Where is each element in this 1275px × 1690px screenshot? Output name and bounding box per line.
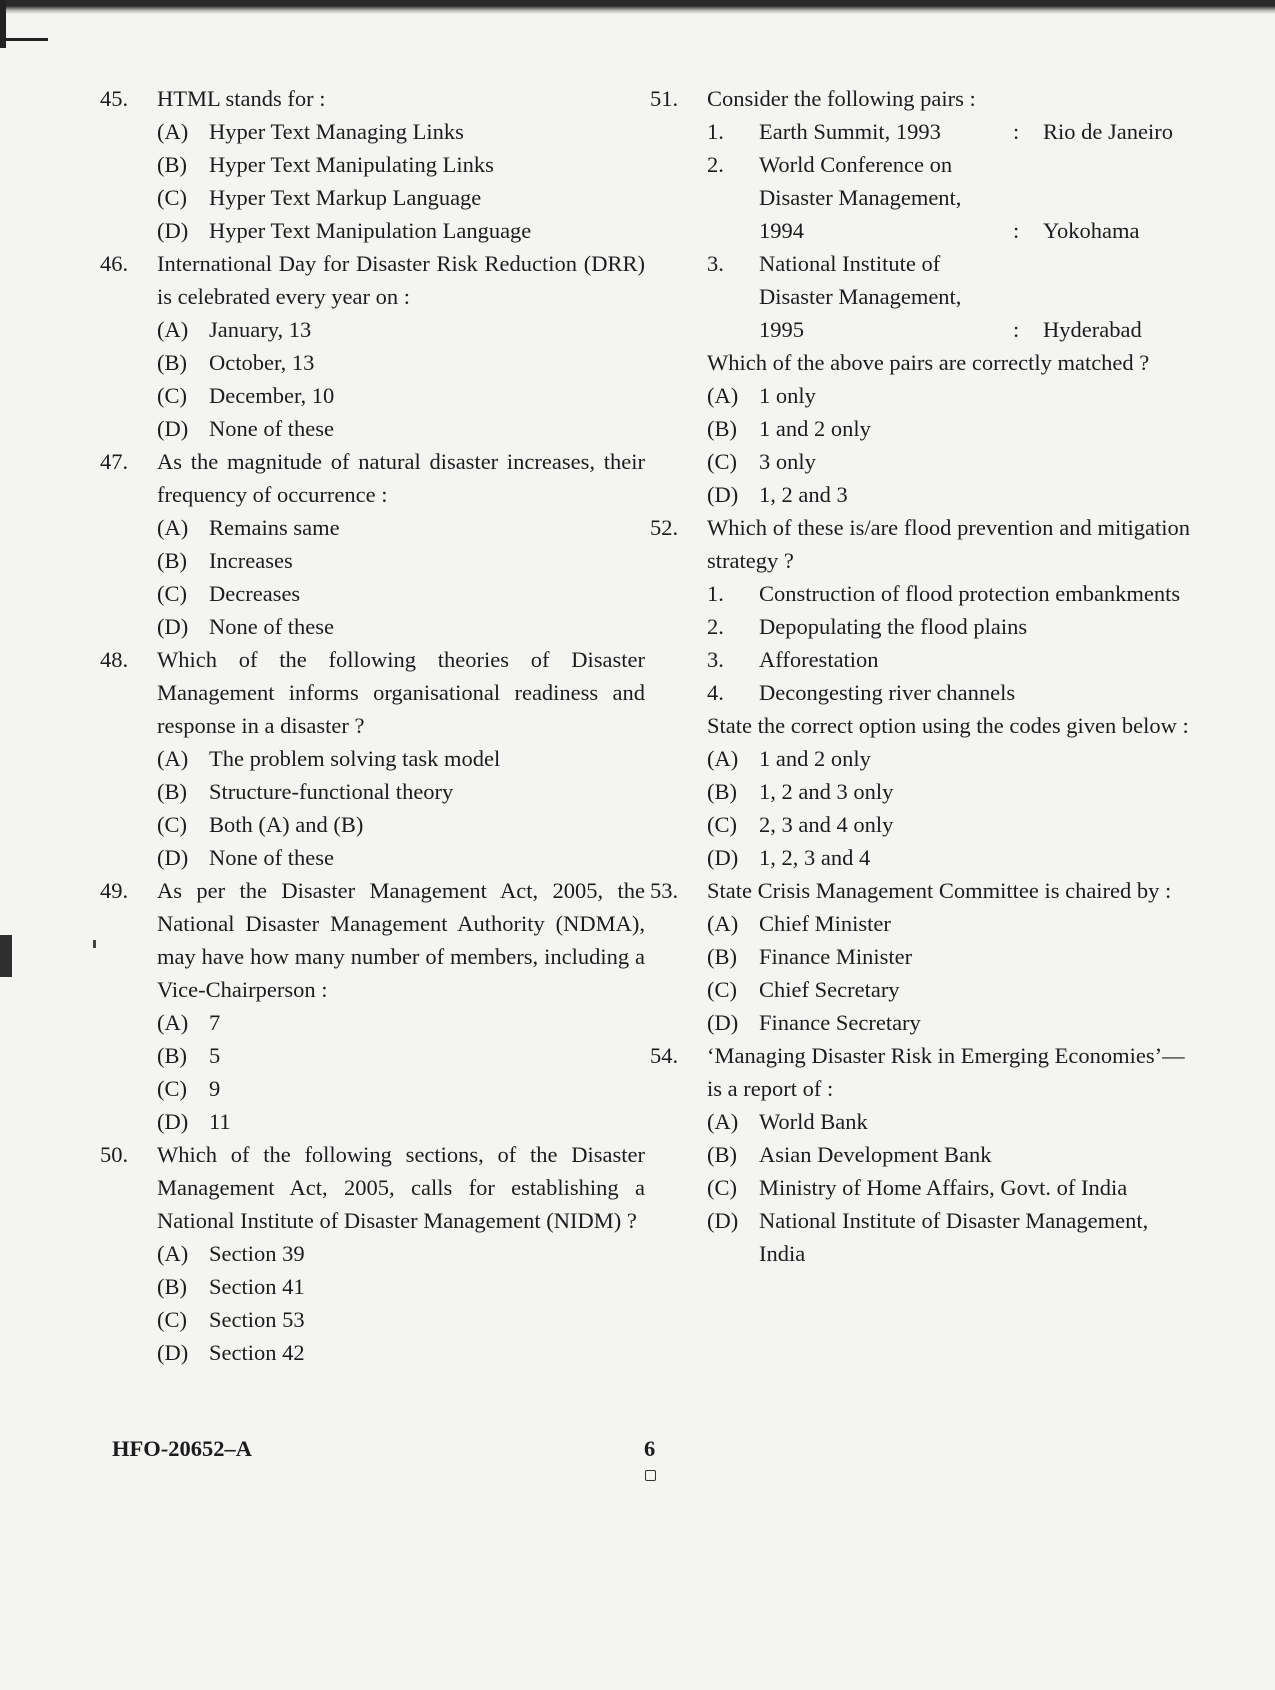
question-46 <box>100 247 645 445</box>
statement-text: Afforestation <box>759 647 879 672</box>
question-number: 45. <box>100 86 129 111</box>
option-d <box>157 610 645 643</box>
page-number: 6 <box>644 1436 656 1461</box>
option-d <box>157 214 645 247</box>
pairs-list <box>707 115 1190 346</box>
option-text: January, 13 <box>209 317 312 342</box>
question-text: Consider the following pairs : <box>707 86 976 111</box>
option-text: Hyper Text Markup Language <box>209 185 482 210</box>
option-text: 1 and 2 only <box>759 746 871 771</box>
option-d <box>157 412 645 445</box>
pair-number: 2. <box>707 152 724 177</box>
option-b <box>157 544 645 577</box>
option-text: 1 and 2 only <box>759 416 871 441</box>
option-text: Ministry of Home Affairs, Govt. of India <box>759 1175 1128 1200</box>
statement-item <box>707 610 1190 643</box>
statement-item <box>707 643 1190 676</box>
question-number: 53. <box>650 878 679 903</box>
option-label: (C) <box>157 812 187 837</box>
option-a <box>707 379 1190 412</box>
option-a <box>157 115 645 148</box>
statement-text: Decongesting river channels <box>759 680 1016 705</box>
option-c <box>157 577 645 610</box>
option-d <box>707 1006 1190 1039</box>
option-label: (D) <box>707 845 739 870</box>
option-text: None of these <box>209 416 334 441</box>
option-text: Hyper Text Managing Links <box>209 119 464 144</box>
option-d <box>707 841 1190 874</box>
option-text: 1, 2 and 3 <box>759 482 848 507</box>
option-b <box>157 346 645 379</box>
option-text: 3 only <box>759 449 816 474</box>
pair-item <box>707 115 1190 148</box>
option-text: Hyper Text Manipulation Language <box>209 218 532 243</box>
option-label: (A) <box>157 515 189 540</box>
statement-number: 1. <box>707 581 724 606</box>
option-text: 11 <box>209 1109 231 1134</box>
option-text: December, 10 <box>209 383 335 408</box>
pair-item <box>707 148 1190 247</box>
option-a <box>157 511 645 544</box>
option-label: (A) <box>157 1241 189 1266</box>
question-49 <box>100 874 645 1138</box>
pair-right: Rio de Janeiro <box>1043 119 1173 144</box>
option-label: (C) <box>157 1307 187 1332</box>
option-label: (B) <box>157 1043 187 1068</box>
question-text: State Crisis Management Committee is chaired by : <box>707 878 1172 903</box>
option-label: (D) <box>157 614 189 639</box>
option-a <box>157 742 645 775</box>
option-text: World Bank <box>759 1109 868 1134</box>
option-text: 5 <box>209 1043 221 1068</box>
question-text: Which of these is/are flood prevention and mitigation strategy ? <box>707 515 1190 573</box>
option-text: Section 42 <box>209 1340 305 1365</box>
question-53 <box>650 874 1190 1039</box>
pair-colon: : <box>1013 218 1020 243</box>
option-text: October, 13 <box>209 350 315 375</box>
scan-border-top <box>0 0 1275 14</box>
option-text: Decreases <box>209 581 301 606</box>
option-text: Increases <box>209 548 293 573</box>
option-label: (B) <box>157 152 187 177</box>
option-label: (A) <box>157 1010 189 1035</box>
question-text: International Day for Disaster Risk Reduction (DRR) is celebrated every year on : <box>157 251 645 309</box>
question-52 <box>650 511 1190 874</box>
option-label: (D) <box>707 482 739 507</box>
scan-corner-mark <box>0 38 48 41</box>
option-c <box>707 1171 1190 1204</box>
pair-left: World Conference on Disaster Management, 1994 <box>759 152 962 243</box>
option-text: Finance Minister <box>759 944 913 969</box>
option-label: (B) <box>157 548 187 573</box>
question-text: As per the Disaster Management Act, 2005, the National Disaster Management Authority (NDMA), may have how many number of members, including a Vice-Chairperson : <box>157 878 645 1002</box>
pair-item <box>707 247 1190 346</box>
question-45 <box>100 82 645 247</box>
statement-number: 2. <box>707 614 724 639</box>
pair-right: Yokohama <box>1043 218 1140 243</box>
option-label: (A) <box>157 119 189 144</box>
question-number: 52. <box>650 515 679 540</box>
option-b <box>707 412 1190 445</box>
option-a <box>707 742 1190 775</box>
left-column <box>100 82 645 1369</box>
option-d <box>707 1204 1190 1270</box>
followup-text: Which of the above pairs are correctly matched ? <box>707 350 1150 375</box>
option-label: (D) <box>707 1208 739 1233</box>
option-text: National Institute of Disaster Management, India <box>759 1208 1149 1266</box>
option-text: 1, 2 and 3 only <box>759 779 894 804</box>
pair-number: 1. <box>707 119 724 144</box>
pair-number: 3. <box>707 251 724 276</box>
option-b <box>157 1039 645 1072</box>
option-label: (D) <box>157 416 189 441</box>
option-b <box>157 775 645 808</box>
option-label: (C) <box>157 383 187 408</box>
question-number: 51. <box>650 86 679 111</box>
option-c <box>707 445 1190 478</box>
option-label: (B) <box>157 1274 187 1299</box>
option-label: (D) <box>157 1340 189 1365</box>
question-text: As the magnitude of natural disaster increases, their frequency of occurrence : <box>157 449 645 507</box>
question-text: Which of the following theories of Disaster Management informs organisational readiness and response in a disaster ? <box>157 647 645 738</box>
option-label: (A) <box>157 746 189 771</box>
option-b <box>707 1138 1190 1171</box>
page-mark-icon <box>645 1470 656 1481</box>
question-number: 48. <box>100 647 129 672</box>
option-label: (C) <box>157 581 187 606</box>
option-text: 7 <box>209 1010 221 1035</box>
option-label: (B) <box>707 416 737 441</box>
option-text: 1, 2, 3 and 4 <box>759 845 871 870</box>
option-a <box>157 1237 645 1270</box>
statement-text: Depopulating the flood plains <box>759 614 1028 639</box>
option-label: (A) <box>707 746 739 771</box>
question-50 <box>100 1138 645 1369</box>
pair-left: National Institute of Disaster Management, 1995 <box>759 251 962 342</box>
option-c <box>157 1303 645 1336</box>
scan-punch-mark <box>0 935 12 977</box>
option-label: (A) <box>707 383 739 408</box>
statement-number: 4. <box>707 680 724 705</box>
option-text: Asian Development Bank <box>759 1142 992 1167</box>
option-a <box>707 907 1190 940</box>
option-text: Section 39 <box>209 1241 305 1266</box>
option-text: The problem solving task model <box>209 746 501 771</box>
option-label: (A) <box>707 1109 739 1134</box>
option-c <box>157 1072 645 1105</box>
option-label: (C) <box>707 977 737 1002</box>
option-label: (D) <box>157 845 189 870</box>
option-d <box>707 478 1190 511</box>
option-text: Structure-functional theory <box>209 779 454 804</box>
option-text: Finance Secretary <box>759 1010 921 1035</box>
question-text: HTML stands for : <box>157 86 326 111</box>
option-label: (D) <box>157 1109 189 1134</box>
option-label: (B) <box>707 779 737 804</box>
question-number: 49. <box>100 878 129 903</box>
option-d <box>157 841 645 874</box>
option-label: (B) <box>157 350 187 375</box>
option-text: 1 only <box>759 383 816 408</box>
option-label: (B) <box>157 779 187 804</box>
option-label: (B) <box>707 1142 737 1167</box>
option-text: Hyper Text Manipulating Links <box>209 152 494 177</box>
option-text: 9 <box>209 1076 221 1101</box>
option-b <box>707 775 1190 808</box>
question-text: Which of the following sections, of the Disaster Management Act, 2005, calls for establishing a National Institute of Disaster Management (NIDM) ? <box>157 1142 645 1233</box>
option-text: Both (A) and (B) <box>209 812 364 837</box>
booklet-code: HFO-20652–A <box>112 1436 252 1461</box>
statement-item <box>707 676 1190 709</box>
option-text: 2, 3 and 4 only <box>759 812 894 837</box>
option-label: (C) <box>707 1175 737 1200</box>
question-48 <box>100 643 645 874</box>
option-a <box>707 1105 1190 1138</box>
option-b <box>707 940 1190 973</box>
statement-item <box>707 577 1190 610</box>
option-a <box>157 1006 645 1039</box>
option-b <box>157 148 645 181</box>
question-number: 46. <box>100 251 129 276</box>
question-51 <box>650 82 1190 511</box>
option-label: (B) <box>707 944 737 969</box>
option-text: Section 41 <box>209 1274 305 1299</box>
option-c <box>707 973 1190 1006</box>
option-text: Section 53 <box>209 1307 305 1332</box>
option-text: None of these <box>209 614 334 639</box>
option-text: None of these <box>209 845 334 870</box>
pair-left: Earth Summit, 1993 <box>759 119 941 144</box>
option-c <box>157 808 645 841</box>
question-47 <box>100 445 645 643</box>
option-label: (C) <box>707 449 737 474</box>
scan-speck <box>93 940 96 948</box>
question-number: 47. <box>100 449 129 474</box>
option-c <box>707 808 1190 841</box>
option-text: Chief Minister <box>759 911 891 936</box>
option-label: (C) <box>157 1076 187 1101</box>
option-text: Chief Secretary <box>759 977 900 1002</box>
option-d <box>157 1336 645 1369</box>
option-label: (D) <box>157 218 189 243</box>
statement-text: Construction of flood protection embankments <box>759 581 1181 606</box>
option-label: (A) <box>707 911 739 936</box>
pair-colon: : <box>1013 119 1020 144</box>
question-54 <box>650 1039 1190 1270</box>
question-number: 54. <box>650 1043 679 1068</box>
option-c <box>157 181 645 214</box>
option-a <box>157 313 645 346</box>
option-text: Remains same <box>209 515 340 540</box>
pair-colon: : <box>1013 317 1020 342</box>
question-text: ‘Managing Disaster Risk in Emerging Economies’— is a report of : <box>707 1043 1185 1101</box>
option-d <box>157 1105 645 1138</box>
option-b <box>157 1270 645 1303</box>
codes-instruction: State the correct option using the codes given below : <box>707 713 1189 738</box>
question-number: 50. <box>100 1142 129 1167</box>
option-label: (C) <box>157 185 187 210</box>
option-label: (C) <box>707 812 737 837</box>
pair-right: Hyderabad <box>1043 317 1142 342</box>
statement-number: 3. <box>707 647 724 672</box>
right-column <box>650 82 1190 1270</box>
option-label: (A) <box>157 317 189 342</box>
option-c <box>157 379 645 412</box>
option-label: (D) <box>707 1010 739 1035</box>
